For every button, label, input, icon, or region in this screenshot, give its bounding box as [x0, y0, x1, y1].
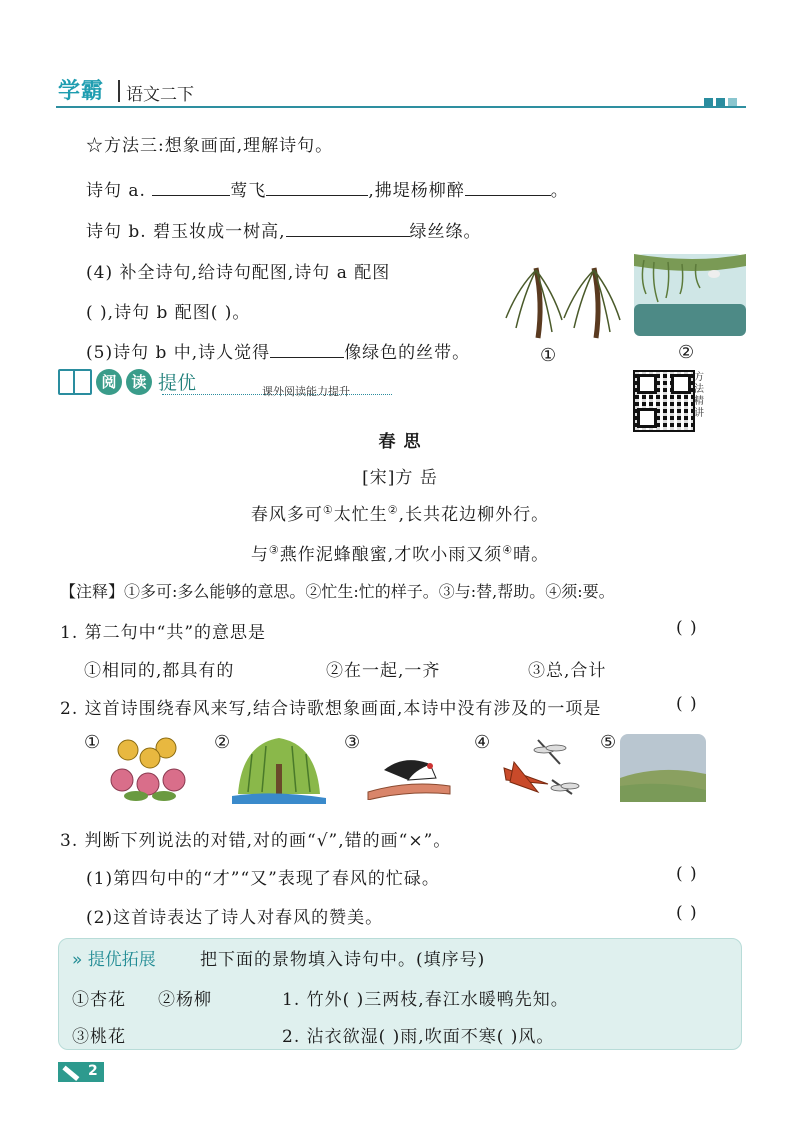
poem-b-line [86, 217, 482, 242]
question-3-item-1-paren[interactable]: ( ) [676, 864, 698, 884]
brand-logo: 学霸 [58, 79, 105, 104]
header-decoration [704, 92, 740, 111]
question-2-answer-paren[interactable]: ( ) [676, 694, 698, 714]
poem-author: [宋]方 岳 [362, 468, 438, 488]
reading-section-badge [58, 368, 196, 395]
extension-option-3: ③桃花 [72, 1027, 126, 1047]
poem-a-blank-3[interactable] [465, 179, 551, 196]
extension-option-1: ①杏花 [72, 990, 126, 1010]
poem-a-part2: ,拂堤杨柳醉 [368, 181, 465, 201]
question-5-text2: 像绿色的丝带。 [344, 343, 471, 363]
question-1-stem: 1. 第二句中“共”的意思是 [60, 623, 267, 643]
lake-willow-illustration [634, 254, 746, 336]
method3-title: ☆方法三:想象画面,理解诗句。 [86, 136, 334, 156]
book-icon [58, 369, 92, 395]
poem-a-line [86, 176, 569, 201]
question-1-answer-paren[interactable]: ( ) [676, 618, 698, 638]
question-3-stem: 3. 判断下列说法的对错,对的画“√”,错的画“×”。 [60, 831, 452, 851]
poem-line-2: 与③燕作泥蜂酿蜜,才吹小雨又须④晴。 [250, 543, 550, 565]
q2-pic-1-label: ① [84, 732, 101, 753]
extension-title-text: 提优拓展 [87, 950, 156, 970]
reading-subtitle: 课外阅读能力提升 [262, 385, 350, 398]
poem-a-prefix: 诗句 a. [86, 181, 146, 201]
question-4-line1: (4) 补全诗句,给诗句配图,诗句 a 配图 [86, 263, 391, 283]
question-1-option-1[interactable]: ①相同的,都具有的 [84, 661, 235, 681]
dragonflies-illustration[interactable] [494, 734, 580, 800]
willow-pair-illustration [498, 258, 628, 342]
poem-notes: 【注释】①多可:多么能够的意思。②忙生:忙的样子。③与:替,帮助。④须:要。 [60, 582, 615, 601]
question-1-option-2[interactable]: ②在一起,一齐 [326, 661, 441, 681]
extension-title [72, 945, 156, 970]
question-1-option-3[interactable]: ③总,合计 [528, 661, 607, 681]
question-3-item-2-paren[interactable]: ( ) [676, 903, 698, 923]
poem-title: 春 思 [378, 432, 422, 452]
badge-char-1: 阅 [96, 369, 122, 395]
picture-2-label: ② [678, 342, 695, 363]
poem-b-blank[interactable] [286, 220, 410, 237]
q2-pic-3-label: ③ [344, 732, 361, 753]
extension-option-2: ②杨柳 [158, 990, 212, 1010]
picture-1-label: ① [540, 345, 557, 366]
poem-b-prefix: 诗句 b. 碧玉妆成一树高, [86, 222, 286, 242]
flowers-illustration[interactable] [106, 734, 190, 802]
extension-line-2: 2. 沾衣欲湿( )雨,吹面不寒( )风。 [282, 1027, 555, 1047]
question-3-item-1: (1)第四句中的“才”“又”表现了春风的忙碌。 [86, 869, 440, 889]
badge-char-2: 读 [126, 369, 152, 395]
qr-code-icon[interactable] [633, 370, 695, 432]
header-divider [118, 80, 120, 102]
question-5-line [86, 338, 470, 363]
extension-line-1: 1. 竹外( )三两枝,春江水暖鸭先知。 [282, 990, 569, 1010]
page-number: 2 [88, 1063, 98, 1079]
subject-label: 语文二下 [126, 85, 194, 105]
q2-pic-5-label: ⑤ [600, 732, 617, 753]
question-5-blank[interactable] [270, 341, 344, 358]
poem-line-1: 春风多可①太忙生②,长共花边柳外行。 [250, 503, 550, 525]
poem-a-blank-2[interactable] [266, 179, 368, 196]
willow-water-illustration[interactable] [232, 734, 326, 804]
poem-b-part2: 绿丝绦。 [409, 222, 482, 242]
poem-a-end: 。 [550, 181, 569, 201]
header-rule [56, 106, 746, 108]
question-3-item-2: (2)这首诗表达了诗人对春风的赞美。 [86, 908, 384, 928]
landscape-illustration[interactable] [620, 734, 706, 802]
swallow-illustration[interactable] [364, 740, 452, 800]
poem-a-blank-1[interactable] [152, 179, 230, 196]
q2-pic-4-label: ④ [474, 732, 491, 753]
question-5-text1: (5)诗句 b 中,诗人觉得 [86, 343, 271, 363]
poem-a-part1: 莺飞 [230, 181, 267, 201]
question-4-line2: ( ),诗句 b 配图( )。 [86, 303, 251, 323]
chevron-right-icon: » [72, 950, 83, 970]
reading-title: 提优 [158, 372, 197, 394]
question-2-stem: 2. 这首诗围绕春风来写,结合诗歌想象画面,本诗中没有涉及的一项是 [60, 699, 602, 719]
qr-label: 方法精讲 [694, 372, 704, 419]
q2-pic-2-label: ② [214, 732, 231, 753]
extension-instruction: 把下面的景物填入诗句中。(填序号) [200, 950, 486, 970]
page-number-tab [58, 1062, 104, 1082]
pencil-icon [62, 1066, 79, 1081]
